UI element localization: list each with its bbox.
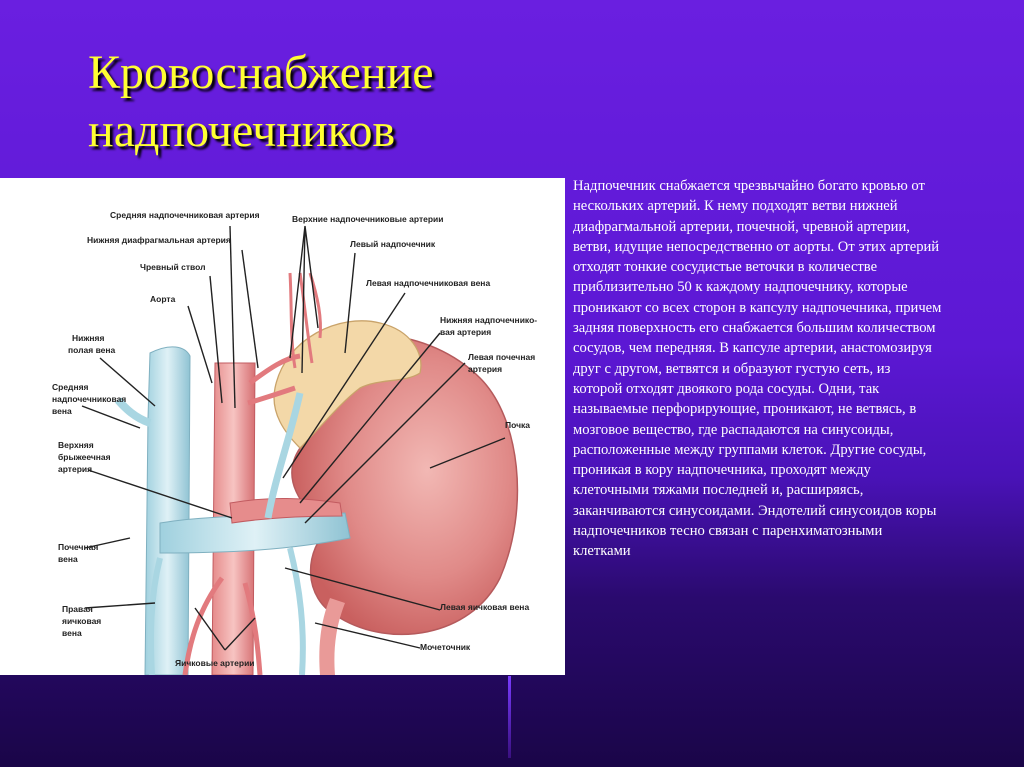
ureter-shape [319, 598, 345, 675]
label-left-testicular-vein: Левая яичковая вена [440, 602, 530, 612]
slide-title: Кровоснабжение надпочечников [88, 46, 434, 157]
slide-body-text: Надпочечник снабжается чрезвычайно богато кровью от нескольких артерий. К нему подходят ветви нижней диафрагмальной артерии, почечной, чревной артерии, ветви, идущие непосредственно от аорты. От этих артерий отходят тонкие сосудистые веточки в количестве приблизительно 50 к каждому надпочечнику, которые проникают со всех сторон в капсулу надпочечника, причем задняя поверхность его снабжается большим количеством сосудов, чем передняя. В капсуле артерии, анастомозируя друг с другом, ветвятся и образуют густую сеть, из которой отходят двоякого рода сосуды. Одни, так называемые перфорирующие, проникают, не ветвясь, в мозговое вещество, где распадаются на синусоиды, расположенные между группами клеток. Другие сосуды, проникая в кору надпочечника, проходят между клеточными тяжами последней и, расширяясь, заканчиваются синусоидами. Эндотелий синусоидов коры надпочечников тесно связан с паренхиматозными клетками [573, 178, 942, 560]
label-ivc-1: Нижняя [72, 333, 105, 343]
label-mid-adrenal-vein-3: вена [52, 406, 72, 416]
label-lower-adrenal-artery-1: Нижняя надпочечнико- [440, 315, 538, 325]
label-left-renal-artery-1: Левая почечная [468, 352, 536, 362]
label-renal-vein-2: вена [58, 554, 78, 564]
label-sma-1: Верхняя [58, 440, 94, 450]
label-aorta: Аорта [150, 294, 176, 304]
label-right-testicular-vein-3: вена [62, 628, 82, 638]
label-right-testicular-vein-1: Правая [62, 604, 93, 614]
label-left-adrenal: Левый надпочечник [350, 239, 436, 249]
label-upper-adrenal-arteries: Верхние надпочечниковые артерии [292, 214, 444, 224]
label-sma-3: артерия [58, 464, 93, 474]
label-left-renal-artery-2: артерия [468, 364, 503, 374]
label-celiac-trunk: Чревный ствол [140, 262, 206, 272]
label-ureter: Мочеточник [420, 642, 471, 652]
label-ivc-2: полая вена [68, 345, 116, 355]
label-lower-adrenal-artery-2: вая артерия [440, 327, 492, 337]
label-mid-adrenal-vein-2: надпочечниковая [52, 394, 127, 404]
label-mid-adrenal-vein-1: Средняя [52, 382, 89, 392]
label-kidney: Почка [505, 420, 531, 430]
label-lower-phrenic-artery: Нижняя диафрагмальная артерия [87, 235, 231, 245]
label-renal-vein-1: Почечная [58, 542, 99, 552]
anatomy-figure [0, 178, 565, 675]
label-sma-2: брыжеечная [58, 452, 111, 462]
label-testicular-arteries: Яичковые артерии [175, 658, 255, 668]
decorative-line [508, 676, 511, 758]
label-mid-adrenal-artery: Средняя надпочечниковая артерия [110, 210, 260, 220]
label-left-adrenal-vein: Левая надпочечниковая вена [366, 278, 491, 288]
label-right-testicular-vein-2: яичковая [62, 616, 102, 626]
adrenal-blood-supply-diagram [0, 178, 565, 675]
